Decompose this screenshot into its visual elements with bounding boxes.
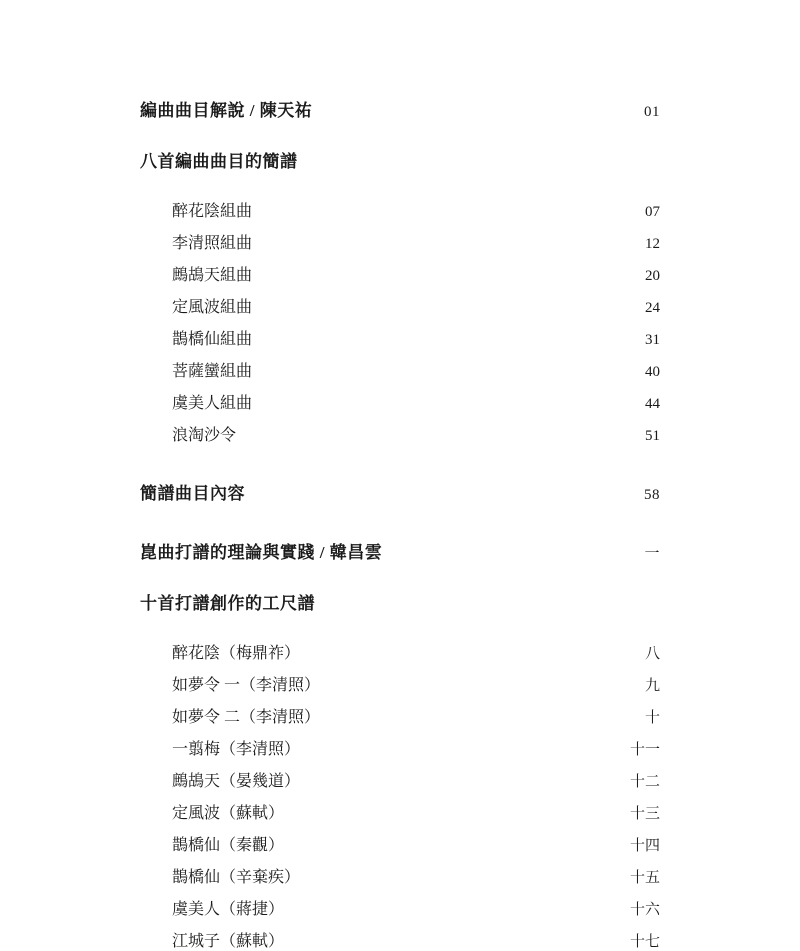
spacer xyxy=(140,855,660,864)
toc-entry-label: 崑曲打譜的理論與實踐 / 韓昌雲 xyxy=(140,543,383,562)
table-of-contents xyxy=(140,96,660,951)
toc-item-row xyxy=(140,230,660,253)
toc-item-row xyxy=(140,198,660,221)
toc-entry-label: 虞美人組曲 xyxy=(172,395,253,412)
toc-item-row xyxy=(140,832,660,855)
toc-entry-label: 八首編曲曲目的簡譜 xyxy=(140,152,298,171)
spacer xyxy=(140,695,660,704)
spacer xyxy=(140,121,660,147)
toc-item-row xyxy=(140,896,660,919)
toc-item-row xyxy=(140,768,660,791)
spacer xyxy=(140,253,660,262)
spacer xyxy=(140,221,660,230)
spacer xyxy=(140,759,660,768)
toc-entry-page: 十六 xyxy=(629,902,660,918)
toc-entry-page: 八 xyxy=(644,646,660,662)
toc-entry-label: 浪淘沙令 xyxy=(172,427,237,444)
toc-entry-page: 58 xyxy=(644,487,660,503)
toc-entry-page: 07 xyxy=(645,204,660,220)
toc-item-row xyxy=(140,864,660,887)
toc-item-row xyxy=(140,672,660,695)
toc-entry-label: 定風波組曲 xyxy=(172,299,253,316)
toc-entry-page: 12 xyxy=(645,236,660,252)
spacer xyxy=(140,887,660,896)
toc-item-row xyxy=(140,390,660,413)
toc-entry-label: 鵲橋仙（秦觀） xyxy=(172,837,285,854)
toc-entry-page: 40 xyxy=(645,364,660,380)
toc-entry-label: 醉花陰組曲 xyxy=(172,203,253,220)
toc-item-row xyxy=(140,326,660,349)
toc-entry-page: 十一 xyxy=(629,742,660,758)
toc-entry-page: 十三 xyxy=(629,806,660,822)
toc-entry-page: 44 xyxy=(645,396,660,412)
toc-heading-row xyxy=(140,479,660,504)
spacer xyxy=(140,413,660,422)
toc-entry-label: 鷓鴣天組曲 xyxy=(172,267,253,284)
toc-heading-row xyxy=(140,538,660,563)
toc-entry-label: 簡譜曲目內容 xyxy=(140,484,245,503)
toc-entry-label: 虞美人（蔣捷） xyxy=(172,901,285,918)
toc-entry-label: 如夢令 二（李清照） xyxy=(172,709,321,726)
toc-entry-page: 十七 xyxy=(629,934,660,950)
spacer xyxy=(140,445,660,479)
toc-item-row xyxy=(140,358,660,381)
toc-item-row xyxy=(140,928,660,951)
toc-item-row xyxy=(140,736,660,759)
toc-entry-label: 如夢令 一（李清照） xyxy=(172,677,321,694)
toc-entry-label: 醉花陰（梅鼎祚） xyxy=(172,645,301,662)
toc-entry-label: 菩薩蠻組曲 xyxy=(172,363,253,380)
toc-entry-page: 51 xyxy=(645,428,660,444)
spacer xyxy=(140,172,660,198)
toc-entry-label: 鵲橋仙（辛棄疾） xyxy=(172,869,301,886)
toc-entry-label: 江城子（蘇軾） xyxy=(172,933,285,950)
spacer xyxy=(140,381,660,390)
spacer xyxy=(140,614,660,640)
toc-heading-row xyxy=(140,589,660,614)
spacer xyxy=(140,823,660,832)
toc-entry-page: 九 xyxy=(644,678,660,694)
toc-entry-label: 十首打譜創作的工尺譜 xyxy=(140,594,315,613)
toc-item-row xyxy=(140,704,660,727)
toc-entry-label: 一翦梅（李清照） xyxy=(172,741,301,758)
spacer xyxy=(140,349,660,358)
toc-entry-page: 十二 xyxy=(629,774,660,790)
spacer xyxy=(140,563,660,589)
toc-item-row xyxy=(140,640,660,663)
spacer xyxy=(140,663,660,672)
spacer xyxy=(140,791,660,800)
spacer xyxy=(140,285,660,294)
toc-entry-label: 鵲橋仙組曲 xyxy=(172,331,253,348)
toc-item-row xyxy=(140,422,660,445)
spacer xyxy=(140,504,660,538)
toc-item-row xyxy=(140,800,660,823)
toc-entry-page: 24 xyxy=(645,300,660,316)
toc-entry-label: 鷓鴣天（晏幾道） xyxy=(172,773,301,790)
toc-entry-page: 十五 xyxy=(629,870,660,886)
toc-entry-page: 十 xyxy=(644,710,660,726)
toc-item-row xyxy=(140,294,660,317)
spacer xyxy=(140,919,660,928)
toc-item-row xyxy=(140,262,660,285)
spacer xyxy=(140,317,660,326)
toc-heading-row xyxy=(140,147,660,172)
toc-entry-page: 20 xyxy=(645,268,660,284)
toc-entry-label: 定風波（蘇軾） xyxy=(172,805,285,822)
spacer xyxy=(140,727,660,736)
toc-entry-page: 十四 xyxy=(629,838,660,854)
toc-entry-label: 編曲曲目解說 / 陳天祐 xyxy=(140,101,313,120)
toc-entry-page: 31 xyxy=(645,332,660,348)
toc-entry-page: 01 xyxy=(644,104,660,120)
toc-entry-page: 一 xyxy=(644,546,660,562)
toc-entry-label: 李清照組曲 xyxy=(172,235,253,252)
toc-heading-row xyxy=(140,96,660,121)
